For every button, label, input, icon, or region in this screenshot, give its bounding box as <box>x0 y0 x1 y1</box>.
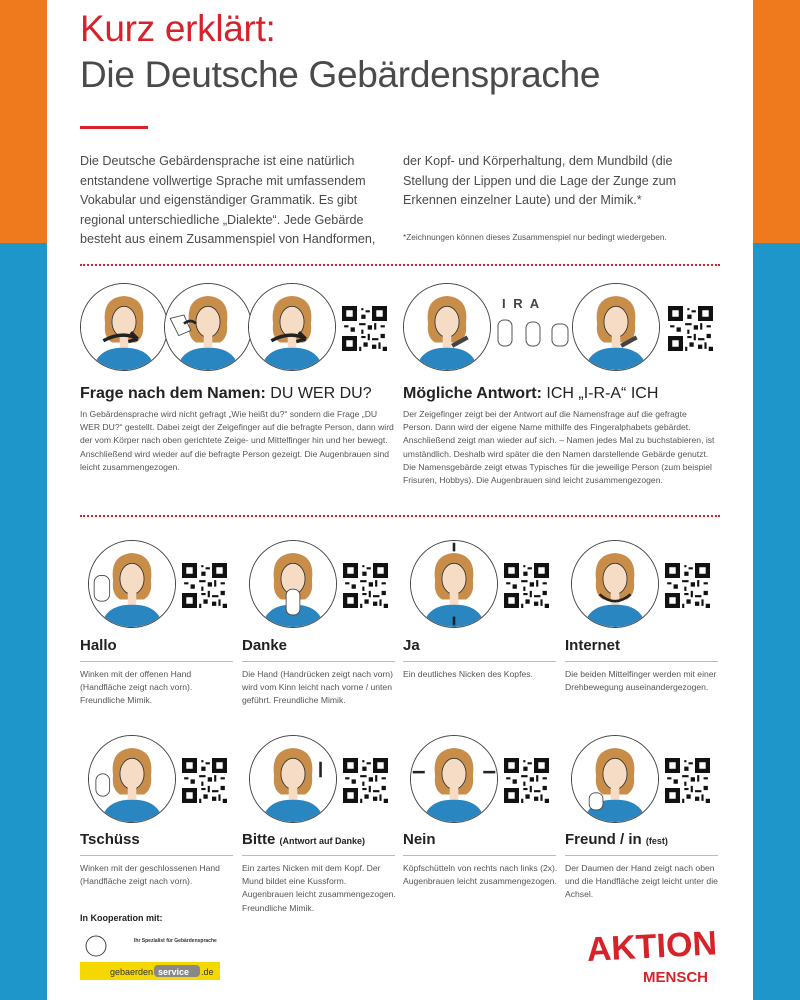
heading-antwort: Mögliche Antwort: ICH „I-R-A“ ICH <box>403 385 659 402</box>
card-text-tschuess: Winken mit der geschlossenen Hand (Handfläche zeigt nach vorn). <box>80 863 220 887</box>
title-divider <box>80 126 148 129</box>
cooperation-label: In Kooperation mit: <box>80 913 163 923</box>
intro-text-right: der Kopf- und Körperhaltung, dem Mundbild (die Stellung der Lippen und die Lage der Zunge zum Erkennen einzelner Laute) und der Mimik.* <box>403 154 677 207</box>
text-antwort: Der Zeigefinger zeigt bei der Antwort auf die Namensfrage auf die gefragte Person. Dann wird der eigene Name mithilfe des Fingeralphabets gebärdet. Anschließend zeigt man wieder auf sich. – Namen jedes Mal zu buchstabieren, ist umständlich. Deshalb wird später die den Namen darstellende Gebärde genutzt. Die Namensgebärde zeigt etwas Typisches für die jeweilige Person (zum beispiel Frisuren, Hobbys). Die Augenbrauen sind leicht zusammengezogen. <box>403 409 715 486</box>
logo-word-aktion: AKTION <box>585 924 718 970</box>
qr-code-nein[interactable] <box>504 758 549 803</box>
partner-logo[interactable] <box>80 930 220 982</box>
qr-code-bitte[interactable] <box>343 758 388 803</box>
card-text-hallo: Winken mit der offenen Hand (Handfläche zeigt nach vorn). Freundliche Mimik. <box>80 669 193 706</box>
card-text-danke: Die Hand (Handrücken zeigt nach vorn) wird vom Kinn leicht nach vorne / unten geführt. Freundliche Mimik. <box>242 669 393 706</box>
card-divider <box>403 855 556 856</box>
partner-name-part3: .de <box>201 967 214 977</box>
text-frage-name: In Gebärdensprache wird nicht gefragt „Wie heißt du?“ sondern die Frage „DU WER DU?“ gestellt. Dabei zeigt der Zeigefinger auf die befragte Person, dann wird der vom Körper nach oben gerichtete Zeige- und Mittelfinger hin und her bewegt. Anschließend wird wieder auf die befragte Person gezeigt. Die Augenbrauen sind leicht zusammengezogen. <box>80 409 394 472</box>
card-title-bitte: Bitte (Antwort auf Danke) <box>242 831 366 848</box>
drawing-note: *Zeichnungen können dieses Zusammenspiel nur bedingt wiedergeben. <box>403 232 667 242</box>
qr-code-freund[interactable] <box>665 758 710 803</box>
card-title-hallo: Hallo <box>80 637 117 654</box>
card-title-danke: Danke <box>242 637 288 654</box>
qr-code-internet[interactable] <box>665 563 710 608</box>
illustration-tschuess <box>88 735 176 823</box>
dotted-divider <box>80 515 720 517</box>
title-dgs: Die Deutsche Gebärdensprache <box>80 54 601 95</box>
qr-code-ja[interactable] <box>504 563 549 608</box>
card-title-ja: Ja <box>403 637 420 654</box>
partner-name-part1: gebaerden <box>110 967 154 977</box>
illustration-freund <box>571 735 659 823</box>
qr-code-frage[interactable] <box>342 306 387 351</box>
illustration-ich-1 <box>403 283 491 371</box>
card-title-internet: Internet <box>565 637 621 654</box>
illustration-ja <box>410 540 498 628</box>
card-title-nein: Nein <box>403 831 436 848</box>
fingeralphabet-letters: I R A <box>502 296 542 311</box>
card-title-freund: Freund / in (fest) <box>565 831 668 848</box>
aktion-mensch-logo[interactable] <box>585 922 720 988</box>
qr-code-antwort[interactable] <box>668 306 713 351</box>
card-divider <box>565 661 718 662</box>
card-title-tschuess: Tschüss <box>80 831 140 848</box>
qr-code-hallo[interactable] <box>182 563 227 608</box>
title-kurz-erklaert: Kurz erklärt: <box>80 8 276 49</box>
card-divider <box>242 661 395 662</box>
illustration-du-2 <box>248 283 336 371</box>
card-text-nein: Köpfschütteln von rechts nach links (2x). Augenbrauen leicht zusammengezogen. <box>403 863 558 887</box>
heading-frage-name: Frage nach dem Namen: DU WER DU? <box>80 385 372 402</box>
qr-code-tschuess[interactable] <box>182 758 227 803</box>
illustration-hallo <box>88 540 176 628</box>
info-sheet <box>47 0 753 1000</box>
card-text-freund: Der Daumen der Hand zeigt nach oben und die Handfläche zeigt leicht unter die Achsel. <box>565 863 718 900</box>
card-divider <box>242 855 395 856</box>
illustration-du-1 <box>80 283 168 371</box>
illustration-bitte <box>249 735 337 823</box>
logo-word-mensch: MENSCH <box>643 969 709 986</box>
partner-tagline: Ihr Spezialist für Gebärdensprache <box>134 938 217 944</box>
fingeralphabet-hands <box>494 314 574 354</box>
card-divider <box>80 661 233 662</box>
illustration-wer <box>164 283 252 371</box>
intro-text-left: Die Deutsche Gebärdensprache ist eine natürlich entstandene vollwertige Sprache mit umfassendem Vokabular und eigenständiger Grammatik. Es gibt regional unterschiedliche „Dialekte“. Jede Gebärde besteht aus einem Zusammenspiel von Handformen, <box>80 154 376 246</box>
card-divider <box>80 855 233 856</box>
card-divider <box>403 661 556 662</box>
illustration-ich-2 <box>572 283 660 371</box>
illustration-internet <box>571 540 659 628</box>
partner-name-part2: service <box>158 967 190 977</box>
illustration-danke <box>249 540 337 628</box>
illustration-nein <box>410 735 498 823</box>
card-text-bitte: Ein zartes Nicken mit dem Kopf. Der Mund bildet eine Kussform. Augenbrauen leicht zusammengezogen. Freundliche Mimik. <box>242 863 396 913</box>
card-text-internet: Die beiden Mittelfinger werden mit einer Drehbewegung auseinandergezogen. <box>565 669 717 693</box>
card-divider <box>565 855 718 856</box>
qr-code-danke[interactable] <box>343 563 388 608</box>
card-text-ja: Ein deutliches Nicken des Kopfes. <box>403 669 533 679</box>
dotted-divider <box>80 264 720 266</box>
partner-mascot-icon <box>86 936 106 956</box>
